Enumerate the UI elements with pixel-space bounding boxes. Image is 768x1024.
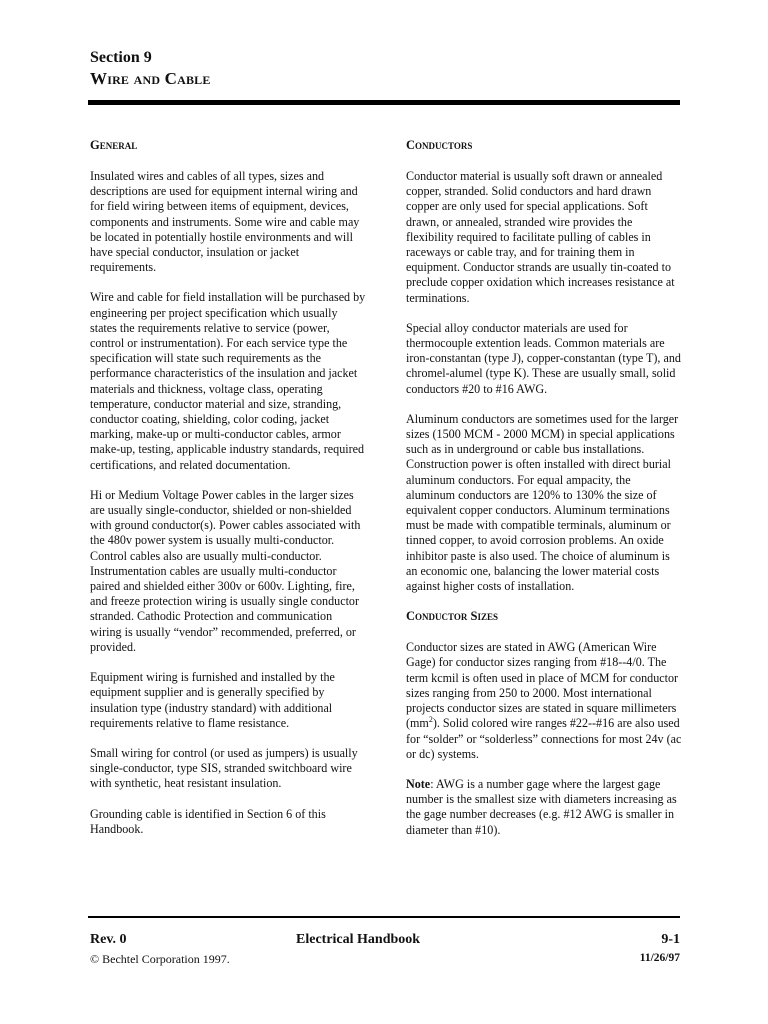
sizes-text-after: ). Solid colored wire ranges #22--#16 are also used for “solder” or “solderless” connections for most 24v (ac or dc) systems. (406, 716, 682, 761)
revision-date: 11/26/97 (639, 952, 680, 964)
general-paragraph-2: Wire and cable for field installation will be purchased by engineering per project specification which usually states the requirements relative to service (power, control or instrumentation). For each service type the specification will state such requirements as the performance characteristics of the insulation and jacket materials and thickness, voltage class, operating temperature, conductor material and size, stranding, conductor coating, shielding, color coding, jacket marking, make-up or multi-conductor cables, armor make-up, testing, applicable industry standards, required certifications, and related documentation. (90, 290, 366, 472)
general-paragraph-4: Equipment wiring is furnished and installed by the equipment supplier and is generally specified by insulation type (industry standard) with additional requirements relative to flame resistance. (90, 670, 335, 730)
conductor-sizes-heading: Conductor Sizes (406, 609, 498, 624)
general-paragraph-6: Grounding cable is identified in Section 6 of this Handbook. (90, 806, 326, 836)
page-number: 9-1 (661, 932, 680, 947)
note-text: : AWG is a number gage where the largest gage number is the smallest size with diameters increasing as the gage number decreases (e.g. #12 AWG is smaller in diameter than #10). (406, 776, 677, 837)
handbook-title: Electrical Handbook (296, 932, 421, 947)
sizes-text-before: Conductor sizes are stated in AWG (American Wire Gage) for conductor sizes ranging from #18--4/0. The term kcmil is often used in place of MCM for conductor sizes ranging from 250 to 2000. Most international projects conductor sizes are stated in square millimeters (mm (406, 640, 679, 731)
general-paragraph-3: Hi or Medium Voltage Power cables in the larger sizes are usually single-conductor, shielded or non-shielded with ground conductor(s). Power cables associated with the 480v power system is usually multi-conductor. Control cables also are usually multi-conductor. Instrumentation cables are usually multi-conductor paired and shielded either 300v or 600v. Lighting, fire, and freeze protection wiring is usually single conductor stranded. Cathodic Protection and communication wiring is usually “vendor” recommended, preferred, or provided. (90, 487, 361, 654)
right-column (406, 138, 682, 853)
general-heading: General (90, 138, 138, 152)
conductors-heading: Conductors (406, 138, 473, 152)
general-paragraph-1: Insulated wires and cables of all types, sizes and descriptions are used for equipment internal wiring and for field wiring between items of equipment, devices, components and instruments. Some wire and cable may be located in potentially hostile environments and will have special conductor, insulation or jacket requirements. (90, 169, 360, 275)
section-number: Section 9 (90, 49, 152, 66)
conductors-paragraph-1: Conductor material is usually soft drawn or annealed copper, stranded. Solid conductors and hard drawn copper are only used for special applications. Soft drawn, or annealed, stranded wire provides the flexibility required to facilitate pulling of cables in raceways or cable tray, and for training them in equipment. Conductor strands are usually tin-coated to preclude copper oxidation which increases resistance at terminations. (406, 169, 675, 305)
section-title: Wire and Cable (90, 69, 211, 88)
page-header (90, 48, 680, 90)
note-label: Note (406, 776, 431, 791)
squared-superscript: 2 (428, 715, 433, 725)
conductor-sizes-paragraph (406, 640, 682, 762)
left-column (90, 138, 366, 852)
general-paragraph-5: Small wiring for control (or used as jumpers) is usually single-conductor, type SIS, stranded switchboard wire with synthetic, heat resistant insulation. (90, 745, 358, 791)
copyright-notice: © Bechtel Corporation 1997. (90, 952, 230, 966)
header-rule (88, 100, 680, 105)
footer-rule (88, 916, 680, 918)
conductors-paragraph-2: Special alloy conductor materials are used for thermocouple extention leads. Common materials are iron-constantan (type J), copper-constantan (type T), and chromel-alumel (type K). These are usually small, solid conductors #20 to #16 AWG. (406, 320, 681, 396)
revision-label: Rev. 0 (90, 932, 127, 947)
conductors-paragraph-3: Aluminum conductors are sometimes used for the larger sizes (1500 MCM - 2000 MCM) in special applications such as in underground or cable bus installations. Construction power is often installed with direct burial aluminum conductors. For equal ampacity, the aluminum conductors are 120% to 130% the size of equivalent copper conductors. Aluminum terminations must be made with compatible terminals, aluminum or tinned copper, to avoid corrosion problems. An oxide inhibitor paste is also used. The choice of aluminum is an economic one, balancing the lower material costs against higher costs of installation. (406, 411, 679, 594)
note-paragraph (406, 777, 682, 838)
page-footer (90, 932, 680, 966)
